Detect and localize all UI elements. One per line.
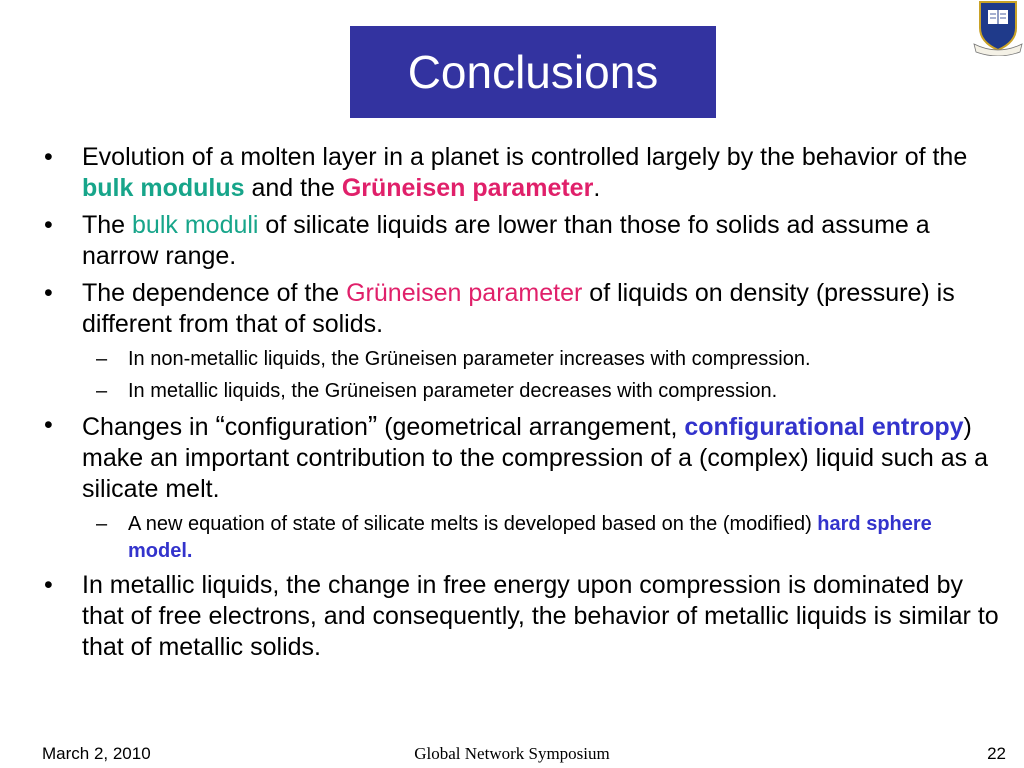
highlight-hard-sphere-model: hard sphere model. bbox=[128, 513, 932, 562]
sub-bullet-item bbox=[40, 346, 1000, 373]
text: Evolution of a molten layer in a planet is controlled largely by the behavior of the bbox=[82, 143, 968, 171]
text: of liquids on density (pressure) is different from that of solids. bbox=[82, 279, 955, 338]
bullet-item bbox=[40, 278, 1000, 340]
highlight-gruneisen: Grüneisen parameter bbox=[346, 279, 583, 307]
bullet-item bbox=[40, 410, 1000, 505]
text: In non-metallic liquids, the Grüneisen parameter increases with compression. bbox=[128, 348, 811, 370]
text: The dependence of the bbox=[82, 279, 347, 307]
text: configuration bbox=[224, 413, 368, 441]
text: (geometrical arrangement, bbox=[377, 413, 685, 441]
sub-bullet-item bbox=[40, 511, 1000, 565]
dash-marker: – bbox=[96, 513, 108, 535]
sub-bullet-item bbox=[40, 378, 1000, 405]
text: The bbox=[82, 211, 133, 239]
footer-date: March 2, 2010 bbox=[42, 744, 151, 763]
bullet-item bbox=[40, 142, 1000, 204]
dash-marker: – bbox=[96, 348, 108, 370]
bullet-marker: • bbox=[44, 279, 53, 307]
footer-page-number: 22 bbox=[987, 744, 1006, 763]
bullet-marker: • bbox=[44, 211, 53, 239]
bullet-list bbox=[40, 142, 1000, 669]
bullet-marker: • bbox=[44, 143, 53, 171]
text: . bbox=[593, 174, 601, 202]
highlight-configurational-entropy: configurational entropy bbox=[684, 413, 964, 441]
text: of silicate liquids are lower than those fo solids ad assume a narrow range. bbox=[82, 211, 930, 270]
slide-title: Conclusions bbox=[407, 46, 659, 98]
highlight-gruneisen: Grüneisen parameter bbox=[341, 174, 594, 202]
text: and the bbox=[244, 174, 342, 202]
text: ) make an important contribution to the compression of a (complex) liquid such as a silicate melt. bbox=[82, 413, 989, 503]
bullet-item bbox=[40, 570, 1000, 663]
close-quote: ” bbox=[367, 410, 378, 441]
text: In metallic liquids, the change in free energy upon compression is dominated by that of free electrons, and consequently, the behavior of metallic liquids is similar to that of metallic solids. bbox=[82, 571, 999, 661]
open-quote: “ bbox=[215, 410, 225, 441]
bullet-marker: • bbox=[44, 411, 53, 439]
yale-shield-icon bbox=[972, 0, 1024, 56]
bullet-marker: • bbox=[44, 571, 53, 599]
footer-event: Global Network Symposium bbox=[414, 744, 610, 763]
dash-marker: – bbox=[96, 380, 108, 402]
highlight-bulk-moduli: bulk moduli bbox=[132, 211, 259, 239]
text: A new equation of state of silicate melts is developed based on the (modified) bbox=[128, 513, 818, 535]
text: Changes in bbox=[82, 413, 216, 441]
text: In metallic liquids, the Grüneisen parameter decreases with compression. bbox=[128, 380, 778, 402]
bullet-item bbox=[40, 210, 1000, 272]
highlight-bulk-modulus: bulk modulus bbox=[82, 174, 245, 202]
slide-title-box bbox=[350, 26, 716, 118]
